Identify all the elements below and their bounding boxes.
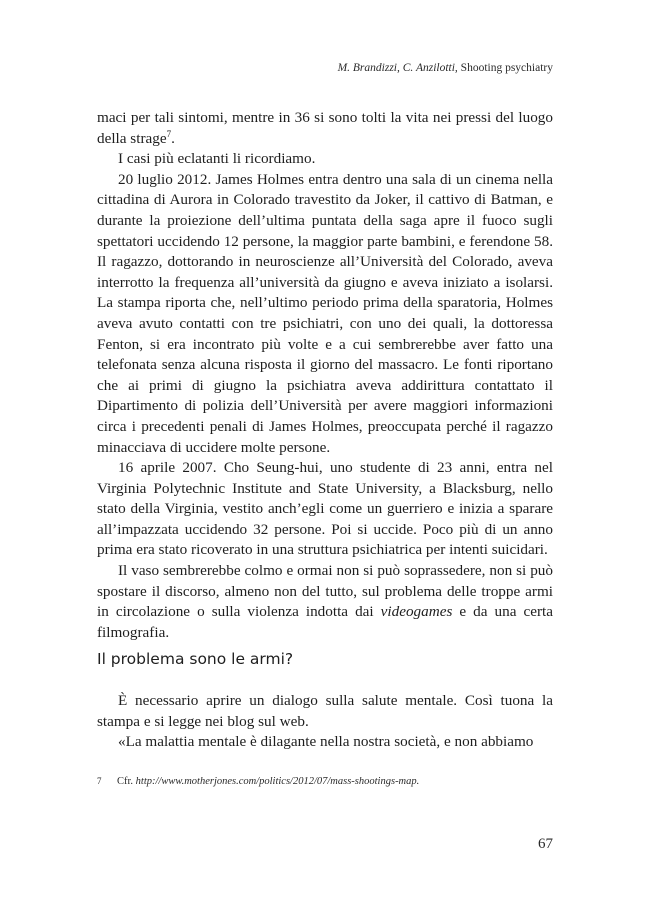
footnote-number: 7	[97, 776, 102, 786]
page-number: 67	[538, 836, 553, 852]
paragraph: 16 aprile 2007. Cho Seung-hui, uno studente di 23 anni, entra nel Virginia Polytechnic Institute and State University, a Blacksburg, nello stato della Virginia, vestito anch’egli come un guerriero e inizia a sparare all’impazzata uccidendo 32 persone. Poi si uccide. Poco più di un anno prima era stato ricoverato in una struttura psichiatrica per intenti suicidari.	[97, 459, 553, 559]
paragraph: «La malattia mentale è dilagante nella nostra società, e non abbiamo	[118, 733, 534, 751]
paragraph-continuation: maci per tali sintomi, mentre in 36 si sono tolti la vita nei pressi del luogo della strage$^7$.	[97, 109, 553, 147]
running-head-title: Shooting psychiatry	[460, 62, 553, 74]
body-text	[97, 108, 553, 643]
section-heading: Il problema sono le armi?	[97, 650, 294, 668]
footnote-url[interactable]: http://www.motherjones.com/politics/2012/07/mass-shootings-map.	[135, 776, 420, 787]
footnote-reference: 7	[166, 128, 172, 139]
paragraph: 20 luglio 2012. James Holmes entra dentro una sala di un cinema nella cittadina di Aurora in Colorado travestito da Joker, il cattivo di Batman, e durante la proiezione dell’ultima puntata della saga apre il fuoco sugli spettatori uccidendo 12 persone, la maggior parte bambini, e ferendone 58. Il ragazzo, dottorando in neuroscienze all’Università del Colorado, aveva interrotto la frequenza all’università da giugno e aveva iniziato a isolarsi. La stampa riporta che, nell’ultimo periodo prima della sparatoria, Holmes aveva avuto contatti con tre psichiatri, con uno dei quali, la dottoressa Fenton, si era incontrato più volte e a cui sembrerebbe aver fatto una telefonata senza alcuna risposta il giorno del massacro. Le fonti riportano che ai primi di giugno la psichiatra aveva addirittura contattato il Dipartimento di polizia dell’Università per avere maggiori informazioni circa i precedenti penali di James Holmes, preoccupata perché il ragazzo minacciava di uccidere molte persone.	[97, 170, 553, 456]
paragraph-text: Il vaso sembrerebbe colmo e ormai non si può soprassedere, non si può spostare il discorso, almeno non del tutto, sul problema delle troppe armi in circolazione o sulla violenza indotta dai	[97, 562, 553, 621]
footnote	[97, 776, 553, 787]
emphasized-term: videogames	[380, 603, 453, 621]
paragraph-text: e da una certa filmografia.	[97, 603, 553, 641]
paragraph-text: maci per tali sintomi, mentre in 36 si sono tolti la vita nei pressi del luogo della strage	[97, 109, 553, 147]
paragraph	[97, 561, 553, 643]
running-head	[338, 62, 553, 74]
paragraph: È necessario aprire un dialogo sulla salute mentale. Così tuona la stampa e si legge nei blog sul web.	[97, 692, 553, 730]
paragraph: I casi più eclatanti li ricordiamo.	[118, 150, 316, 168]
footnote-prefix: Cfr.	[117, 776, 134, 787]
running-head-authors: M. Brandizzi, C. Anzilotti,	[337, 62, 458, 74]
section-body	[97, 691, 553, 753]
